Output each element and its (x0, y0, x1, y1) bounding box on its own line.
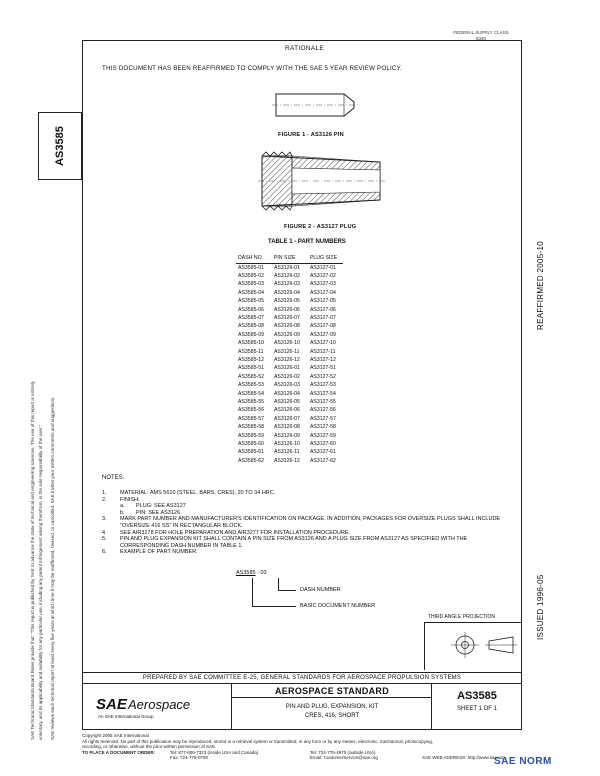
fsc-number: 5340 (475, 36, 486, 41)
prepared-by: PREPARED BY SAE COMMITTEE E-25, GENERAL STANDARDS FOR AEROSPACE PROPULSION SYSTEMS (82, 672, 522, 684)
part-numbers-table (236, 254, 343, 465)
table-row (236, 432, 343, 440)
cell-pin-size: AS3126-04 (273, 289, 300, 296)
leader-dash-vertical (278, 578, 279, 590)
table-row (236, 440, 343, 448)
example-dash: - 03 (257, 570, 267, 576)
callout-dash-number: DASH NUMBER (300, 587, 341, 593)
note-2 (102, 497, 502, 504)
sae-norm-watermark: SAE NORM (494, 756, 552, 767)
table-row (236, 339, 343, 347)
cell-plug-size: AS3127-53 (309, 382, 336, 389)
table-row (236, 406, 343, 414)
note-5 (102, 536, 502, 549)
cell-plug-size: AS3127-03 (309, 281, 336, 288)
table-row (236, 263, 343, 272)
cell-dash-no: AS3585-07 (238, 314, 264, 321)
side-notice-1: SAE Technical Standards Board Rules provide that: "This report is published by SAE to advance the state of technical and engineering sciences. The use of this report is entirely (30, 381, 35, 740)
sae-logo (82, 684, 232, 730)
cell-pin-size: AS3126-08 (273, 323, 300, 330)
note-4 (102, 530, 502, 537)
issued-date: ISSUED 1996-05 (536, 574, 545, 640)
table-row (236, 415, 343, 423)
cell-pin-size: AS3126-10 (273, 340, 300, 347)
cell-pin-size: AS3126-03 (273, 281, 300, 288)
note-text: SEE AIR3278 FOR HOLE PREPARATION AND AIR3277 FOR INSTALLATION PROCEDURE. (120, 529, 351, 536)
logo-subtitle: An SAE International Group (98, 714, 154, 719)
cell-dash-no: AS3585-08 (238, 323, 264, 330)
table-row (236, 398, 343, 406)
note-text: PIN: SEE AS3126 (136, 509, 181, 516)
fax: Fax: 724-776-0790 (170, 755, 209, 761)
cell-dash-no: AS3585-59 (238, 432, 264, 439)
cell-dash-no: AS3585-06 (238, 306, 264, 313)
cell-plug-size: AS3127-57 (309, 415, 336, 422)
tel-outside: Tel: 724-776-4970 (outside USA) (310, 749, 376, 755)
table-row (236, 364, 343, 372)
cell-pin-size: AS3126-08 (273, 424, 300, 431)
logo-sae-text: SAE (96, 696, 127, 713)
cell-pin-size: AS3126-05 (273, 399, 300, 405)
note-number: 5. (102, 536, 107, 543)
leader-basic-vertical (252, 578, 253, 606)
cell-pin-size: AS3126-04 (273, 390, 300, 397)
cell-pin-size: AS3126-07 (273, 415, 300, 422)
cell-dash-no: AS3585-01 (238, 264, 264, 271)
cell-plug-size: AS3127-60 (309, 441, 336, 448)
cell-pin-size: AS3126-10 (273, 441, 300, 448)
note-text: PLUG: SEE AS3127 (136, 503, 186, 510)
cell-plug-size: AS3127-54 (309, 390, 336, 397)
cell-plug-size: AS3127-58 (309, 424, 336, 431)
leader-basic-horizontal (252, 606, 296, 607)
document-number: AS3585 (457, 690, 497, 702)
cell-pin-size: AS3126-05 (273, 298, 300, 305)
note-number: 2. (102, 496, 107, 503)
note-3 (102, 516, 502, 529)
cell-pin-size: AS3126-11 (273, 449, 300, 456)
note-number: a. (120, 503, 125, 510)
rights-notice-2: recording, or otherwise, without the prior written permission of SAE. (82, 744, 217, 750)
note-text: EXAMPLE OF PART NUMBER: (120, 549, 198, 556)
cell-plug-size: AS3127-62 (309, 457, 336, 464)
cell-dash-no: AS3585-10 (238, 340, 264, 347)
plug-drawing (256, 148, 388, 214)
example-part-number (236, 570, 267, 576)
cell-dash-no: AS3585-58 (238, 424, 264, 431)
cell-dash-no: AS3585-51 (238, 365, 264, 372)
web-link[interactable]: SAE WEB ADDRESS: http://www.sae.org (422, 755, 505, 761)
logo-aerospace-text: Aerospace (128, 697, 191, 712)
note-text: MATERIAL: AMS 5610 (STEEL, BARS, CRES), 20 TO 34 HRC. (120, 490, 276, 496)
contact-row (82, 755, 552, 761)
cell-plug-size: AS3127-04 (309, 289, 336, 296)
cell-plug-size: AS3127-01 (309, 264, 336, 271)
note-text: MARK PART NUMBER AND MANUFACTURER'S IDENTIFICATION ON PACKAGE. IN ADDITION, PACKAGES FOR OVERSIZE PLUGS SHALL INCLUDE "OVERSIZE 416 SS" IN RECTANGULAR BLOCK. (120, 516, 501, 529)
cell-dash-no: AS3585-55 (238, 399, 264, 405)
cell-dash-no: AS3585-62 (238, 457, 264, 464)
table-row (236, 297, 343, 305)
rights-notice: All rights reserved. No part of this publication may be reproduced, stored in a retrieval system or transmitted, in any form or by any means, electronic, mechanical, photocopying, (82, 738, 434, 744)
note-6 (102, 549, 502, 556)
leader-dash-horizontal (278, 590, 296, 591)
reaffirmed-date: REAFFIRMED 2005-10 (536, 241, 545, 330)
projection-label: THIRD ANGLE PROJECTION (428, 614, 495, 620)
cell-pin-size: AS3126-01 (273, 365, 300, 372)
document-title-line-1: PIN AND PLUG, EXPANSION, KIT (285, 704, 379, 710)
sheet-number: SHEET 1 OF 1 (457, 706, 497, 712)
cell-dash-no: AS3585-57 (238, 415, 264, 422)
cell-pin-size: AS3126-06 (273, 407, 300, 414)
table-row (236, 314, 343, 322)
cell-plug-size: AS3127-56 (309, 407, 336, 414)
rationale-heading: RATIONALE (285, 45, 325, 52)
copyright: Copyright 2005 SAE International (82, 733, 149, 738)
cell-plug-size: AS3127-05 (309, 298, 336, 305)
side-doc-id-box (38, 112, 82, 180)
table-row (236, 331, 343, 339)
table-row (236, 280, 343, 288)
tel-inside: Tel: 877-606-7323 (inside USA and Canada) (170, 749, 259, 755)
projection-symbol (425, 623, 523, 671)
order-label: TO PLACE A DOCUMENT ORDER: (82, 749, 156, 755)
note-number: 6. (102, 549, 107, 556)
cell-dash-no: AS3585-61 (238, 449, 264, 456)
note-text: FINISH: (120, 496, 140, 503)
cell-plug-size: AS3127-09 (309, 331, 336, 338)
note-1 (102, 490, 502, 497)
cell-plug-size: AS3127-51 (309, 365, 336, 372)
table-row (236, 306, 343, 314)
cell-plug-size: AS3127-59 (309, 432, 336, 439)
cell-dash-no: AS3585-12 (238, 356, 264, 363)
col-plug-size: PLUG SIZE (306, 254, 343, 263)
cell-dash-no: AS3585-53 (238, 382, 264, 389)
table-row (236, 448, 343, 456)
table-row (236, 272, 343, 280)
col-dash-no: DASH NO. (236, 254, 270, 263)
example-base: AS3585 (236, 570, 256, 576)
table-header-row (236, 254, 343, 263)
cell-pin-size: AS3126-02 (273, 272, 300, 279)
table-row (236, 348, 343, 356)
cell-plug-size: AS3127-61 (309, 449, 336, 456)
cell-plug-size: AS3127-08 (309, 323, 336, 330)
standard-cell (232, 684, 432, 730)
cell-pin-size: AS3126-07 (273, 314, 300, 321)
cell-pin-size: AS3126-09 (273, 331, 300, 338)
cell-plug-size: AS3127-11 (309, 348, 336, 355)
cell-pin-size: AS3126-11 (273, 348, 300, 355)
table-row (236, 457, 343, 465)
table-row (236, 381, 343, 389)
cell-plug-size: AS3127-52 (309, 373, 336, 380)
callout-basic-doc-number: BASIC DOCUMENT NUMBER (300, 603, 376, 609)
note-number: b. (120, 509, 125, 516)
table-row (236, 390, 343, 398)
pin-drawing (270, 82, 360, 128)
cell-dash-no: AS3585-52 (238, 373, 264, 380)
cell-dash-no: AS3585-09 (238, 331, 264, 338)
notes-heading: NOTES: (102, 475, 125, 481)
table-title: TABLE 1 - PART NUMBERS (268, 239, 346, 245)
note-2b (102, 510, 502, 517)
federal-supply-class (440, 30, 522, 48)
col-pin-size: PIN SIZE (270, 254, 306, 263)
side-notice-2: voluntary, and its applicability and suitability for any particular use, including any patent infringement arising therefrom, is the sole responsibility of the user." (38, 424, 43, 740)
side-doc-id: AS3585 (54, 126, 66, 166)
email-link[interactable]: Email: CustomerService@sae.org (310, 755, 378, 761)
cell-plug-size: AS3127-12 (309, 356, 336, 363)
note-text: PIN AND PLUG EXPANSION KIT SHALL CONTAIN A PIN SIZE FROM AS3126 AND A PLUG SIZE FROM AS3127 AS SPECIFIED WITH THE CORRESPONDING DASH NUMBER IN TABLE 1. (120, 536, 468, 549)
cell-plug-size: AS3127-55 (309, 399, 336, 405)
reaffirm-statement: THIS DOCUMENT HAS BEEN REAFFIRMED TO COMPLY WITH THE SAE 5 YEAR REVIEW POLICY. (102, 65, 403, 72)
cell-pin-size: AS3126-06 (273, 306, 300, 313)
table-row (236, 423, 343, 431)
note-number: 4. (102, 529, 107, 536)
cell-pin-size: AS3126-01 (273, 264, 300, 271)
fsc-label: FEDERAL SUPPLY CLASS (453, 30, 509, 35)
note-2a (102, 503, 502, 510)
figure-1-caption: FIGURE 1 - AS3126 PIN (278, 132, 344, 138)
cell-plug-size: AS3127-06 (309, 306, 336, 313)
table-row (236, 356, 343, 364)
cell-dash-no: AS3585-03 (238, 281, 264, 288)
cell-dash-no: AS3585-04 (238, 289, 264, 296)
table-body (236, 263, 343, 465)
document-title-line-2: CRES, 416, SHORT (304, 713, 360, 719)
notes-list (102, 490, 502, 556)
cell-pin-size: AS3126-12 (273, 457, 300, 464)
table-row (236, 373, 343, 381)
table-row (236, 289, 343, 297)
cell-dash-no: AS3585-54 (238, 390, 264, 397)
cell-dash-no: AS3585-60 (238, 441, 264, 448)
title-block (82, 684, 522, 730)
note-number: 3. (102, 516, 107, 523)
table-row (236, 322, 343, 330)
standard-type: AEROSPACE STANDARD (232, 684, 432, 698)
footer (82, 733, 552, 761)
cell-pin-size: AS3126-09 (273, 432, 300, 439)
cell-dash-no: AS3585-02 (238, 272, 264, 279)
cell-dash-no: AS3585-11 (238, 348, 264, 355)
cell-plug-size: AS3127-07 (309, 314, 336, 321)
figure-2-caption: FIGURE 2 - AS3127 PLUG (284, 224, 357, 230)
cell-dash-no: AS3585-05 (238, 298, 264, 305)
note-number: 1. (102, 490, 107, 496)
side-notice-3: SAE reviews each technical report at least every five years at which time it may be reaffirmed, revised, or cancelled. SAE invites your written comments and suggestions. (50, 396, 55, 740)
cell-pin-size: AS3126-12 (273, 356, 300, 363)
cell-dash-no: AS3585-56 (238, 407, 264, 414)
cell-plug-size: AS3127-02 (309, 272, 336, 279)
projection-box (424, 622, 522, 670)
cell-plug-size: AS3127-10 (309, 340, 336, 347)
cell-pin-size: AS3126-02 (273, 373, 300, 380)
cell-pin-size: AS3126-03 (273, 382, 300, 389)
document-number-cell (432, 684, 522, 730)
